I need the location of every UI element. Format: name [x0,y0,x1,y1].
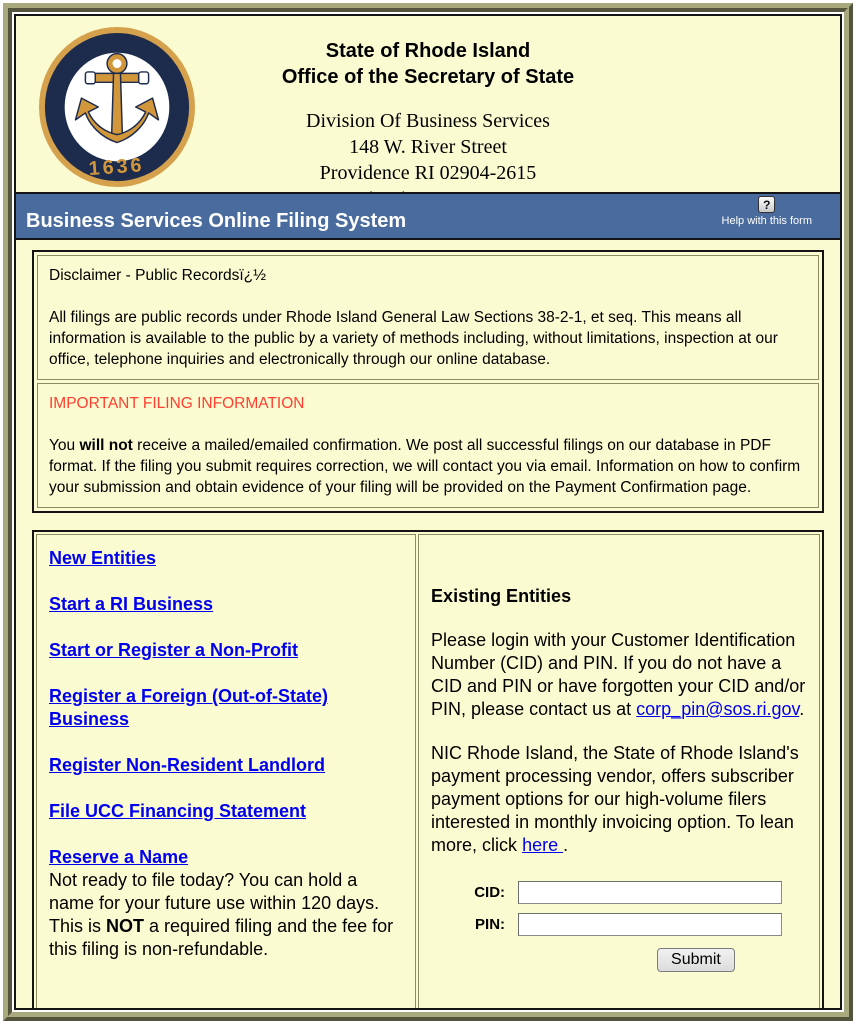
page-frame [3,3,853,1021]
here-link[interactable]: here [522,835,564,855]
help-with-form-link[interactable] [722,196,812,227]
main-columns-table [32,530,824,1010]
ri-anchor-seal-logo [38,26,196,188]
important-filing-box [37,383,819,508]
header [16,16,840,192]
link-start-register-non-profit[interactable]: Start or Register a Non-Profit [49,640,299,660]
existing-entities-heading: Existing Entities [431,586,572,606]
anchor-icon [38,26,196,188]
disclaimer-box [37,255,819,380]
link-reserve-a-name[interactable]: Reserve a Name [49,847,189,867]
seal-year-text: 1636 [87,154,146,181]
nic-vendor-info: NIC Rhode Island, the State of Rhode Island's payment processing vendor, offers subscriber payment options for our high-volume filers interested in monthly invoicing option. To lean more, click here . [431,743,799,855]
corp-pin-email-link[interactable]: corp_pin@sos.ri.gov [636,699,800,719]
address-line: Providence RI 02904-2615 [319,162,537,184]
link-new-entities[interactable]: New Entities [49,548,157,568]
link-register-non-resident-landlord[interactable]: Register Non-Resident Landlord [49,755,326,775]
submit-button[interactable]: Submit [657,948,735,972]
cid-label: CID: [474,884,506,901]
link-start-ri-business[interactable]: Start a RI Business [49,594,214,614]
address-line: Division Of Business Services [306,110,550,132]
state-title: State of Rhode Island [325,40,531,62]
pin-input[interactable] [518,913,782,936]
important-body: You will not receive a mailed/emailed confirmation. We post all successful filings on our database in PDF format. If the filing you submit requires correction, we will contact you via email. Information on how to confirm your submission and obtain evidence of your filing will be provided on the Payment Confirmation page. [49,437,801,496]
login-form [431,881,807,972]
new-entities-cell [36,534,416,1010]
title-bar [16,192,840,240]
question-mark-icon[interactable]: ? [758,196,775,213]
page-title: Business Services Online Filing System [26,210,407,232]
important-heading: IMPORTANT FILING INFORMATION [49,395,305,412]
pin-label: PIN: [475,916,506,933]
disclaimer-heading: Disclaimer - Public Recordsï¿½ [49,267,267,284]
will-not-emphasis: will not [79,437,133,454]
main-content [16,240,840,1010]
not-emphasis: NOT [106,916,145,936]
content-frame [14,14,842,1010]
reserve-name-note: Not ready to file today? You can hold a name for your future use within 120 days. This is NOT a required filing and the fee for this filing is non-refundable. [49,870,394,959]
help-label[interactable]: Help with this form [721,215,812,227]
submit-row [657,947,807,972]
office-title: Office of the Secretary of State [281,66,575,88]
login-instructions: Please login with your Customer Identification Number (CID) and PIN. If you do not have a CID and PIN or have forgotten your CID and/or PIN, please contact us at corp_pin@sos.ri.gov. [431,630,806,719]
disclaimer-body: All filings are public records under Rhode Island General Law Sections 38-2-1, et seq. This means all information is available to the public by a variety of methods including, without limitations, inspection at our office, telephone inquiries and electronically through our online database. [49,309,778,368]
pin-row [431,913,807,936]
link-file-ucc-financing-statement[interactable]: File UCC Financing Statement [49,801,307,821]
existing-entities-cell [418,534,820,1010]
cid-input[interactable] [518,881,782,904]
cid-row [431,881,807,904]
notices-container [32,250,824,513]
address-line: 148 W. River Street [349,136,507,158]
link-register-foreign-business[interactable]: Register a Foreign (Out-of-State) Business [49,686,329,729]
